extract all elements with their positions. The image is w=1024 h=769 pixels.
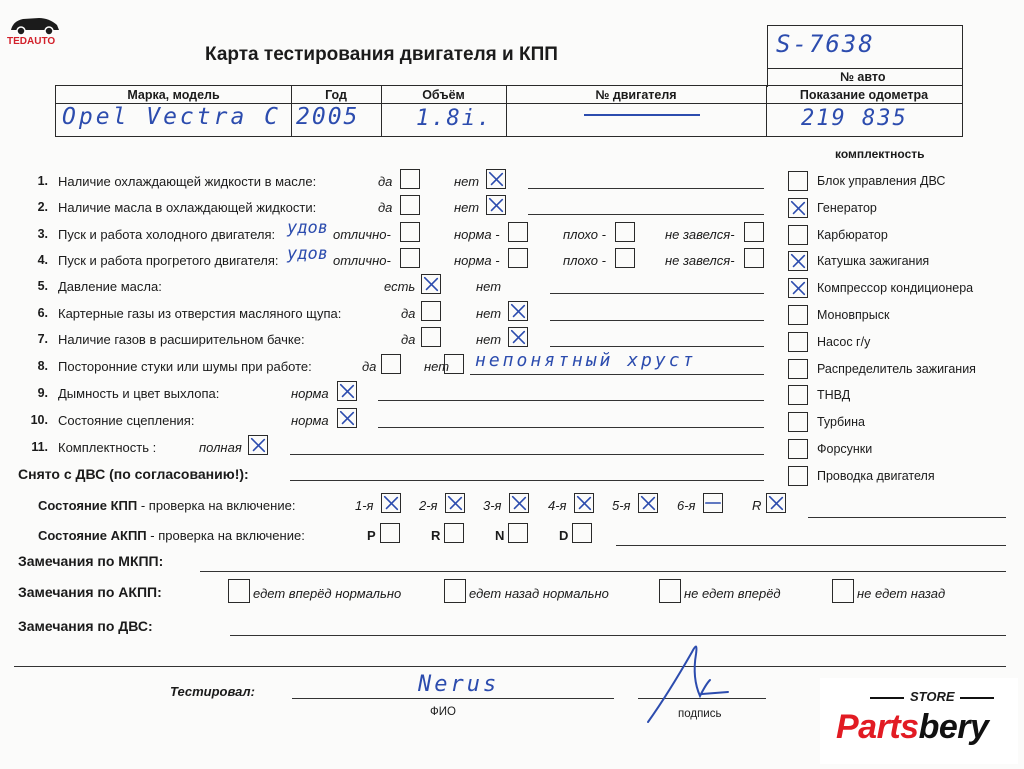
q11-full-checkbox[interactable] — [248, 435, 268, 455]
q4-normal-label: норма - — [454, 253, 500, 268]
q4-normal-checkbox[interactable] — [508, 248, 528, 268]
q4-excellent-label: отлично- — [333, 253, 391, 268]
q2-number: 2. — [37, 200, 48, 214]
q10-label: Состояние сцепления: — [58, 413, 195, 428]
tedauto-logo — [5, 10, 65, 50]
removed-line — [290, 480, 764, 481]
header-volume: Объём — [422, 88, 465, 102]
check-x-icon — [446, 494, 464, 512]
akpp-remark-label: едет вперёд нормально — [253, 586, 402, 601]
q6-no-label: нет — [476, 306, 502, 321]
q8-no-label: нет — [424, 359, 450, 374]
check-x-icon — [487, 170, 505, 188]
q3-bad-label: плохо - — [563, 227, 606, 242]
signature-caption: подпись — [678, 708, 722, 720]
partsbery-badge — [820, 678, 1018, 764]
completeness-label: Насос г/у — [817, 334, 871, 349]
q3-normal-label: норма - — [454, 227, 500, 242]
dash-mark-icon — [704, 494, 722, 512]
completeness-checkbox[interactable] — [788, 171, 808, 191]
check-x-icon — [767, 494, 785, 512]
completeness-label: Карбюратор — [817, 227, 888, 242]
tested-by-label: Тестировал: — [170, 684, 255, 699]
akpp-remark-label: едет назад нормально — [469, 586, 609, 601]
q10-notes-line — [378, 427, 764, 428]
q11-full-label: полная — [199, 440, 242, 455]
check-x-icon — [338, 382, 356, 400]
akpp-remark-checkbox[interactable] — [832, 579, 854, 603]
header-odometer: Показание одометра — [799, 88, 929, 102]
q9-notes-line — [378, 400, 764, 401]
q5-yes-checkbox[interactable] — [421, 274, 441, 294]
check-x-icon — [249, 436, 267, 454]
q7-number: 7. — [37, 332, 48, 346]
q8-notes-line — [470, 374, 764, 375]
akpp-position-checkbox[interactable] — [380, 523, 400, 543]
q4-bad-label: плохо - — [563, 253, 606, 268]
q6-no-checkbox[interactable] — [508, 301, 528, 321]
q7-no-label: нет — [476, 332, 502, 347]
q5-no-label: нет — [476, 279, 502, 294]
q1-no-label: нет — [454, 174, 480, 189]
q1-label: Наличие охлаждающей жидкости в масле: — [58, 174, 317, 189]
q4-nostart-label: не завелся- — [665, 253, 735, 268]
completeness-label: Генератор — [817, 200, 877, 215]
q1-yes-label: да — [378, 174, 393, 189]
akpp-position-label: R — [431, 528, 441, 543]
q3-nostart-label: не завелся- — [665, 227, 735, 242]
value-odometer: 219 835 — [801, 106, 908, 131]
gear-label: 2-я — [419, 498, 438, 513]
q3-handwritten: удов — [287, 218, 328, 238]
fio-caption: ФИО — [430, 706, 456, 718]
q3-bad-checkbox[interactable] — [615, 222, 635, 242]
completeness-label: Компрессор кондиционера — [817, 281, 974, 296]
q7-yes-label: да — [401, 332, 416, 347]
q4-number: 4. — [37, 253, 48, 267]
q2-yes-label: да — [378, 200, 393, 215]
gear-checkbox[interactable] — [703, 493, 723, 513]
auto-number-value: S-7638 — [776, 30, 875, 58]
gear-checkbox[interactable] — [574, 493, 594, 513]
akpp-remark-checkbox[interactable] — [228, 579, 250, 603]
q5-label: Давление масла: — [58, 279, 162, 294]
q2-notes-line — [528, 214, 764, 215]
q11-notes-line — [290, 454, 764, 455]
completeness-checkbox[interactable] — [788, 412, 808, 432]
q3-excellent-checkbox[interactable] — [400, 222, 420, 242]
q7-no-checkbox[interactable] — [508, 327, 528, 347]
q3-label: Пуск и работа холодного двигателя: — [58, 227, 276, 242]
q5-yes-label: есть — [384, 279, 416, 294]
q6-number: 6. — [37, 306, 48, 320]
logo-text: TEDAUTO — [7, 36, 56, 47]
partsbery-wordmark: Partsbery — [836, 708, 989, 746]
tester-name: Nerus — [418, 672, 500, 697]
q3-excellent-label: отлично- — [333, 227, 391, 242]
completeness-label: Катушка зажигания — [817, 254, 930, 269]
q2-no-label: нет — [454, 200, 480, 215]
akpp-position-label: N — [495, 528, 505, 543]
q6-label: Картерные газы из отверстия масляного щупа: — [58, 306, 342, 321]
q1-yes-checkbox[interactable] — [400, 169, 420, 189]
q1-notes-line — [528, 188, 764, 189]
q4-handwritten: удов — [287, 244, 328, 264]
check-x-icon — [422, 275, 440, 293]
gear-label: 5-я — [612, 498, 631, 513]
check-x-icon — [382, 494, 400, 512]
akpp-position-label: D — [559, 528, 569, 543]
completeness-label: Форсунки — [817, 442, 873, 456]
gear-label: R — [752, 498, 762, 513]
value-year: 2005 — [296, 104, 360, 130]
completeness-checkbox[interactable] — [788, 359, 808, 379]
q2-yes-checkbox[interactable] — [400, 195, 420, 215]
check-x-icon — [509, 302, 527, 320]
store-label: STORE — [910, 689, 955, 704]
akpp-remark-label: не едет вперёд — [684, 586, 781, 601]
gear-label: 4-я — [548, 498, 567, 513]
completeness-checkbox[interactable] — [788, 439, 808, 459]
q3-nostart-checkbox[interactable] — [744, 222, 764, 242]
gear-checkbox[interactable] — [509, 493, 529, 513]
completeness-checkbox[interactable] — [788, 385, 808, 405]
q11-number: 11. — [31, 440, 48, 454]
remarks-manual-line — [200, 571, 1006, 572]
q8-label: Посторонние стуки или шумы при работе: — [58, 359, 312, 374]
check-x-icon — [789, 199, 807, 217]
check-x-icon — [575, 494, 593, 512]
completeness-checkbox[interactable] — [788, 332, 808, 352]
akpp-remark-checkbox[interactable] — [659, 579, 681, 603]
q3-number: 3. — [37, 227, 48, 241]
q8-yes-checkbox[interactable] — [381, 354, 401, 374]
completeness-checkbox[interactable] — [788, 305, 808, 325]
gear-label: 3-я — [483, 498, 502, 513]
check-x-icon — [510, 494, 528, 512]
q10-number: 10. — [30, 413, 48, 427]
q7-yes-checkbox[interactable] — [421, 327, 441, 347]
q7-label: Наличие газов в расширительном бачке: — [58, 332, 305, 347]
q9-label: Дымность и цвет выхлопа: — [58, 386, 220, 401]
akpp-remark-label: не едет назад — [857, 586, 946, 601]
check-x-icon — [509, 328, 527, 346]
completeness-checkbox[interactable] — [788, 225, 808, 245]
q9-normal-label: норма — [291, 386, 329, 401]
completeness-title: комплектность — [835, 147, 925, 161]
fio-line — [292, 698, 614, 699]
remarks-manual-label: Замечания по МКПП: — [18, 553, 164, 569]
q6-yes-label: да — [401, 306, 416, 321]
akpp-remark-checkbox[interactable] — [444, 579, 466, 603]
completeness-checkbox[interactable] — [788, 278, 808, 298]
q1-number: 1. — [37, 174, 48, 188]
check-x-icon — [789, 279, 807, 297]
q2-label: Наличие масла в охлаждающей жидкости: — [58, 200, 317, 215]
q9-number: 9. — [37, 386, 48, 400]
partsbery-text: Parts — [836, 708, 919, 746]
q4-excellent-checkbox[interactable] — [400, 248, 420, 268]
completeness-label: Проводка двигателя — [817, 468, 935, 483]
value-volume: 1.8i. — [416, 106, 493, 131]
completeness-label: Блок управления ДВС — [817, 174, 946, 188]
gearbox-label: Состояние КПП - проверка на включение: — [38, 498, 296, 513]
q10-normal-checkbox[interactable] — [337, 408, 357, 428]
q11-label: Комплектность : — [58, 440, 157, 455]
remarks-engine-line-2 — [14, 666, 1006, 667]
signature — [640, 634, 730, 726]
value-brand-model: Opel Vectra C — [62, 104, 282, 130]
check-x-icon — [789, 252, 807, 270]
page-title: Карта тестирования двигателя и КПП — [205, 44, 558, 65]
q10-normal-label: норма — [291, 413, 329, 428]
q4-bad-checkbox[interactable] — [615, 248, 635, 268]
q9-normal-checkbox[interactable] — [337, 381, 357, 401]
q7-notes-line — [550, 346, 764, 347]
engine-no-dash — [584, 114, 700, 116]
akpp-position-label: P — [367, 528, 376, 543]
gear-label: 6-я — [677, 498, 696, 513]
auto-number-label: № авто — [840, 70, 886, 84]
q6-notes-line — [550, 320, 764, 321]
removed-label: Снято с ДВС (по согласованию!): — [18, 466, 249, 482]
check-x-icon — [639, 494, 657, 512]
completeness-checkbox[interactable] — [788, 198, 808, 218]
gear-checkbox[interactable] — [638, 493, 658, 513]
remarks-auto-label: Замечания по АКПП: — [18, 584, 162, 600]
akpp-position-checkbox[interactable] — [572, 523, 592, 543]
check-x-icon — [338, 409, 356, 427]
vehicle-table — [55, 85, 963, 137]
q3-normal-checkbox[interactable] — [508, 222, 528, 242]
header-year: Год — [325, 88, 347, 102]
gear-label: 1-я — [355, 498, 374, 513]
auto-gearbox-label: Состояние АКПП - проверка на включение: — [38, 528, 305, 543]
auto-gearbox-notes-line — [616, 545, 1006, 546]
q4-nostart-checkbox[interactable] — [744, 248, 764, 268]
q5-notes-line — [550, 293, 764, 294]
q8-handwritten: непонятный хруст — [475, 350, 697, 371]
header-engine-no: № двигателя — [595, 88, 677, 102]
completeness-checkbox[interactable] — [788, 466, 808, 486]
akpp-position-checkbox[interactable] — [508, 523, 528, 543]
q5-number: 5. — [37, 279, 48, 293]
q8-number: 8. — [37, 359, 48, 373]
akpp-position-checkbox[interactable] — [444, 523, 464, 543]
q6-yes-checkbox[interactable] — [421, 301, 441, 321]
gear-checkbox[interactable] — [381, 493, 401, 513]
completeness-label: ТНВД — [817, 388, 851, 403]
q8-yes-label: да — [362, 359, 377, 374]
completeness-label: Моновпрыск — [817, 308, 890, 322]
remarks-engine-line-1 — [230, 635, 1006, 636]
check-x-icon — [487, 196, 505, 214]
remarks-engine-label: Замечания по ДВС: — [18, 618, 153, 634]
completeness-label: Турбина — [817, 415, 865, 430]
gearbox-notes-line — [808, 517, 1006, 518]
gear-checkbox[interactable] — [766, 493, 786, 513]
completeness-checkbox[interactable] — [788, 251, 808, 271]
q4-label: Пуск и работа прогретого двигателя: — [58, 253, 279, 268]
q2-no-checkbox[interactable] — [486, 195, 506, 215]
header-brand-model: Марка, модель — [127, 88, 220, 102]
gear-checkbox[interactable] — [445, 493, 465, 513]
completeness-label: Распределитель зажигания — [817, 361, 976, 376]
q8-no-checkbox[interactable] — [444, 354, 464, 374]
auto-number-box — [767, 25, 963, 87]
q1-no-checkbox[interactable] — [486, 169, 506, 189]
